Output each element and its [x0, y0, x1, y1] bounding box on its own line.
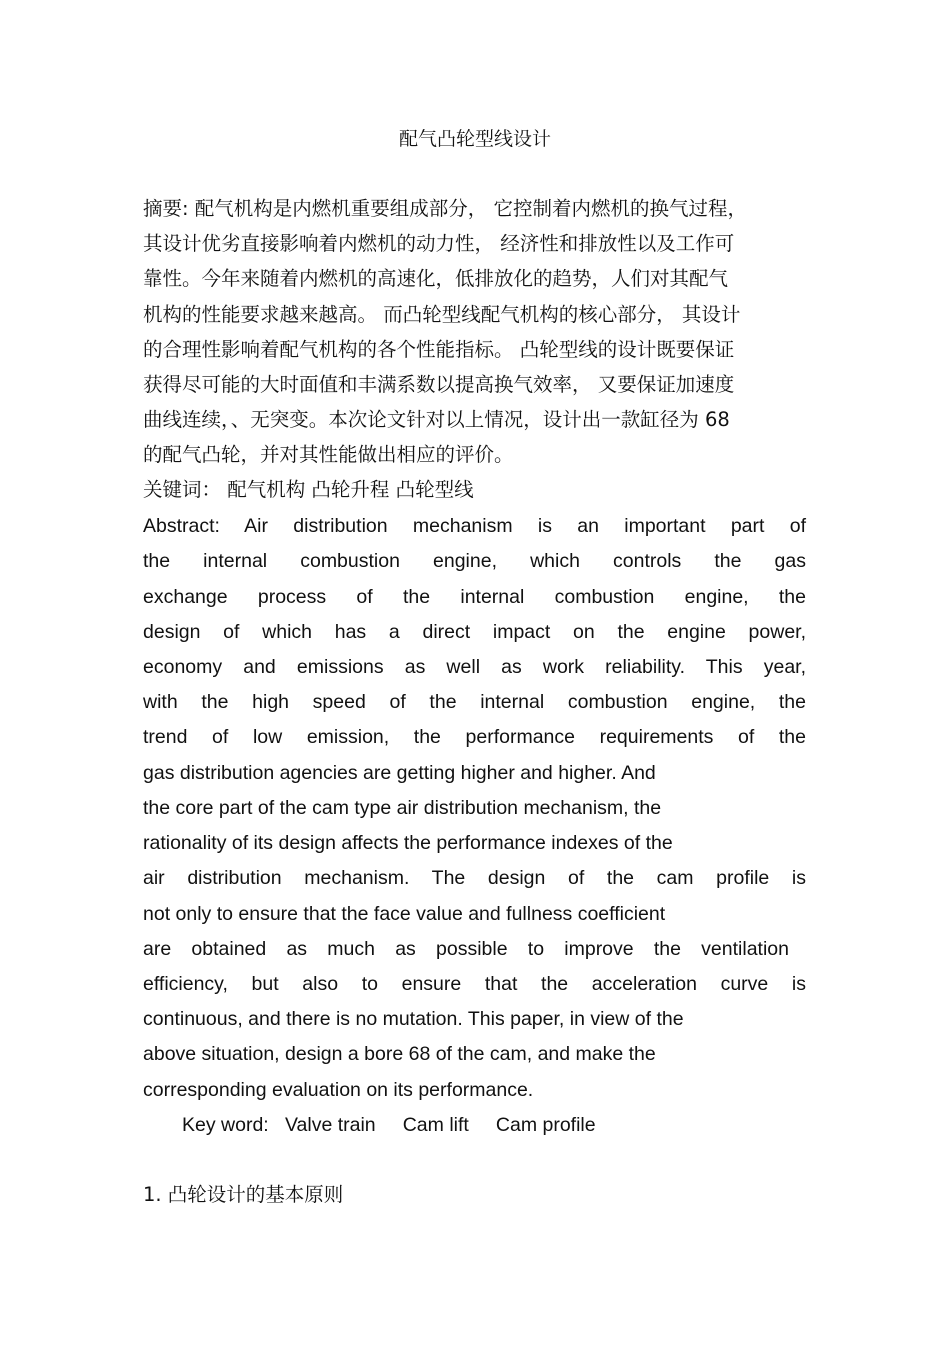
- abstract-en-line: efficiency, but also to ensure that the acceleration curve is: [143, 973, 806, 995]
- abstract-cn-line: 摘要: 配气机构是内燃机重要组成部分， 它控制着内燃机的换气过程，: [143, 197, 747, 220]
- abstract-en-line: economy and emissions as well as work reliability. This year,: [143, 656, 806, 678]
- abstract-en-line: corresponding evaluation on its performance.: [143, 1079, 534, 1101]
- document-title: 配气凸轮型线设计: [398, 128, 551, 150]
- abstract-en-line: gas distribution agencies are getting higher and higher. And: [143, 762, 656, 784]
- abstract-cn-line: 其设计优劣直接影响着内燃机的动力性， 经济性和排放性以及工作可: [143, 232, 735, 255]
- abstract-cn-line: 的配气凸轮，并对其性能做出相应的评价。: [143, 443, 514, 466]
- abstract-en-line: the core part of the cam type air distribution mechanism, the: [143, 797, 662, 819]
- abstract-en-line: rationality of its design affects the performance indexes of the: [143, 832, 673, 854]
- abstract-en-line: the internal combustion engine, which controls the gas: [143, 550, 806, 572]
- abstract-en-line: are obtained as much as possible to improve the ventilation: [143, 938, 789, 960]
- abstract-cn-line: 靠性。今年来随着内燃机的高速化，低排放化的趋势，人们对其配气: [143, 267, 729, 290]
- abstract-en-line: air distribution mechanism. The design of the cam profile is: [143, 867, 806, 889]
- keywords-cn: 关键词： 配气机构 凸轮升程 凸轮型线: [143, 478, 474, 501]
- abstract-cn-line: 的合理性影响着配气机构的各个性能指标。 凸轮型线的设计既要保证: [143, 338, 735, 361]
- abstract-en-line: above situation, design a bore 68 of the cam, and make the: [143, 1043, 656, 1065]
- abstract-en-line: Abstract: Air distribution mechanism is an important part of: [143, 515, 806, 537]
- section-heading: 1. 凸轮设计的基本原则: [143, 1183, 344, 1206]
- keywords-en: Key word: Valve train Cam lift Cam profile: [182, 1114, 596, 1136]
- abstract-en-line: continuous, and there is no mutation. This paper, in view of the: [143, 1008, 684, 1030]
- abstract-cn-line: 曲线连续，、无突变。本次论文针对以上情况，设计出一款缸径为 68: [143, 408, 730, 431]
- abstract-cn-line: 获得尽可能的大时面值和丰满系数以提高换气效率， 又要保证加速度: [143, 373, 735, 396]
- abstract-en-line: with the high speed of the internal combustion engine, the: [143, 691, 806, 713]
- abstract-en-line: design of which has a direct impact on the engine power,: [143, 621, 806, 643]
- abstract-en-line: trend of low emission, the performance requirements of the: [143, 726, 806, 748]
- abstract-en-line: exchange process of the internal combustion engine, the: [143, 586, 806, 608]
- abstract-cn-line: 机构的性能要求越来越高。 而凸轮型线配气机构的核心部分， 其设计: [143, 303, 741, 326]
- abstract-en-line: not only to ensure that the face value and fullness coefficient: [143, 903, 666, 925]
